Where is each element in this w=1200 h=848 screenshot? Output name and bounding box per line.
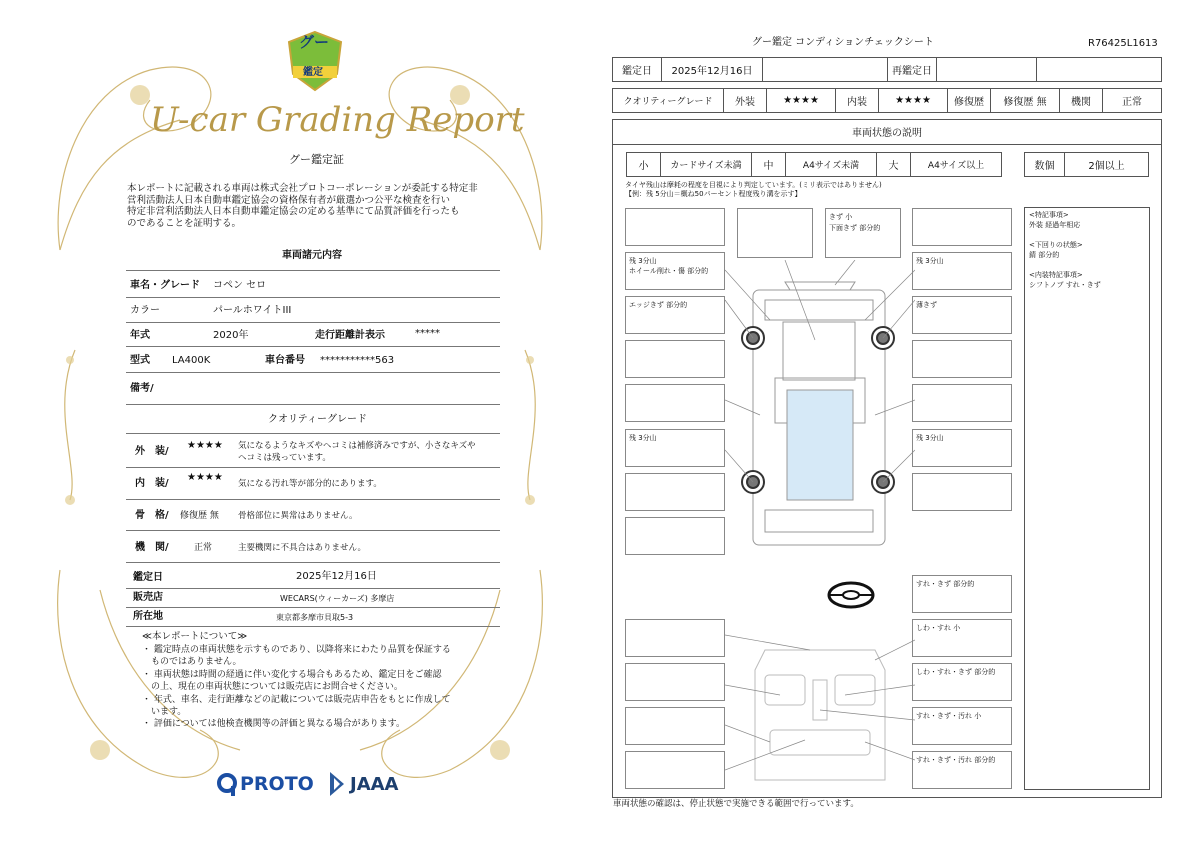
reinspect-label: 再鑑定日 xyxy=(892,66,932,77)
note-line: ・ 車両状態は時間の経過に伴い変化する場合もあるため、鑑定日をご確認 xyxy=(142,669,442,680)
legend-mid-label: 中 xyxy=(763,161,774,172)
sheet-footer: 車両状態の確認は、停止状態で実施できる範囲で行っています。 xyxy=(613,799,859,809)
annot-text: 残 3分山 xyxy=(916,434,944,442)
annot-text: きず 小 xyxy=(829,213,853,221)
tire-note-1: タイヤ残山は摩耗の程度を目視により判定しています。(ミリ表示ではありません) xyxy=(625,181,882,189)
divider xyxy=(126,297,500,298)
name-label: 車名・グレード xyxy=(130,280,200,291)
addr-label: 所在地 xyxy=(133,611,163,622)
legend-mid xyxy=(751,152,786,177)
ext-label: 外装 xyxy=(735,97,755,108)
jaaa-logo-text: JAAA xyxy=(350,773,399,795)
annot-box-l8 xyxy=(625,517,725,555)
ext-text-line: ヘコミは残っています。 xyxy=(238,453,331,463)
spec-title: 車両諸元内容 xyxy=(282,250,342,261)
annot-text: エッジきず 部分的 xyxy=(629,301,688,309)
legend-count-value xyxy=(1064,152,1149,177)
notes-line: <内装特記事項> xyxy=(1029,271,1083,279)
frame-text: 骨格部位に異常はありません。 xyxy=(238,511,358,521)
cert-line: のであることを証明する。 xyxy=(127,217,242,229)
ext-stars-cell xyxy=(766,88,836,113)
note-line: ・ 年式、車名、走行距離などの記載については販売店申告をもとに作成して xyxy=(142,694,451,705)
jaaa-logo xyxy=(328,770,399,798)
date-value: 2025年12月16日 xyxy=(296,571,377,582)
cert-line: 特定非営利活動法人日本自動車鑑定協会の定める基準にて品質評価を行ったも xyxy=(127,206,460,217)
annot-text: しわ・すれ 小 xyxy=(916,624,961,632)
annot-box-l7 xyxy=(625,473,725,511)
int-stars: ★★★★ xyxy=(895,95,931,106)
legend-small-label: 小 xyxy=(638,161,649,172)
annot-box-ir2 xyxy=(912,663,1012,701)
notes-title: ≪本レポートについて≫ xyxy=(142,631,248,642)
script-title: U-car Grading Report xyxy=(150,100,525,140)
ext-text-line: 気になるようなキズやヘコミは補修済みですが、小さなキズや xyxy=(238,441,476,451)
proto-logo xyxy=(216,772,314,796)
year-label: 年式 xyxy=(130,330,150,341)
mileage-value: ***** xyxy=(415,328,440,339)
repair-label: 修復歴 xyxy=(954,97,984,108)
legend-small xyxy=(626,152,661,177)
qg-label-cell xyxy=(612,88,724,113)
divider xyxy=(126,562,500,563)
notes-line: <下回りの状態> xyxy=(1029,241,1083,249)
annot-box-r1 xyxy=(912,208,1012,246)
model-value: LA400K xyxy=(172,355,211,366)
annot-box-t2 xyxy=(825,208,901,258)
annot-box-il1 xyxy=(625,619,725,657)
date-label: 鑑定日 xyxy=(133,572,163,583)
annot-box-il4 xyxy=(625,751,725,789)
annot-box-l1 xyxy=(625,208,725,246)
int-stars: ★★★★ xyxy=(187,472,223,483)
divider xyxy=(126,607,500,608)
annot-box-il3 xyxy=(625,707,725,745)
date-value: 2025年12月16日 xyxy=(671,66,753,77)
annot-text: 下面きず 部分的 xyxy=(829,224,881,232)
cert-line: 営利活動法人日本自動車鑑定協会の資格保有者が厳選かつ公平な検査を行い xyxy=(127,194,451,206)
annot-text: すれ・きず・汚れ 部分的 xyxy=(916,756,996,764)
note-line: ものではありません。 xyxy=(142,657,242,668)
logo-top-text: グー xyxy=(299,33,330,51)
divider xyxy=(126,270,500,271)
notes-line xyxy=(1029,230,1145,240)
annot-text: 残 3分山 xyxy=(629,257,657,265)
notes-line: シフトノブ すれ・きず xyxy=(1029,281,1101,289)
ext-label: 外 装/ xyxy=(135,446,169,457)
annot-box-r5 xyxy=(912,384,1012,422)
divider xyxy=(126,530,500,531)
proto-logo-text: PROTO xyxy=(240,773,314,795)
int-stars-cell xyxy=(878,88,948,113)
color-value: パールホワイトIII xyxy=(213,305,292,316)
engine-value: 正常 xyxy=(194,543,213,553)
annot-text: しわ・すれ・きず 部分的 xyxy=(916,668,996,676)
annot-box-ir4 xyxy=(912,751,1012,789)
annot-box-l4 xyxy=(625,340,725,378)
annot-box-l3 xyxy=(625,296,725,334)
notes xyxy=(142,644,451,731)
sheet-title: グー鑑定 コンディションチェックシート xyxy=(752,37,934,48)
special-notes-panel xyxy=(1024,207,1150,790)
annot-text: 残 3分山 xyxy=(629,434,657,442)
model-label: 型式 xyxy=(130,355,150,366)
annot-box-r6 xyxy=(912,429,1012,467)
int-label: 内 装/ xyxy=(135,478,169,489)
chassis-value: ***********563 xyxy=(320,355,395,366)
engine-text: 主要機関に不具合はありません。 xyxy=(238,543,367,553)
annot-text: すれ・きず・汚れ 小 xyxy=(916,712,982,720)
annot-text: すれ・きず 部分的 xyxy=(916,580,975,588)
remarks-label: 備考/ xyxy=(130,383,154,394)
date-label: 鑑定日 xyxy=(622,66,652,77)
note-line: ・ 鑑定時点の車両状態を示すものであり、以降将来にわたり品質を保証する xyxy=(142,645,451,655)
car-interior-diagram xyxy=(725,630,915,795)
legend-count xyxy=(1024,152,1065,177)
annot-box-ir3 xyxy=(912,707,1012,745)
section-title: 車両状態の説明 xyxy=(852,128,922,139)
sheet-id: R76425L1613 xyxy=(1088,38,1158,49)
shop-label: 販売店 xyxy=(133,592,163,603)
divider xyxy=(126,372,500,373)
note-line: います。 xyxy=(142,707,187,718)
annot-box-il2 xyxy=(625,663,725,701)
annot-box-r3 xyxy=(912,296,1012,334)
ext-stars: ★★★★ xyxy=(187,440,223,451)
notes-line xyxy=(1029,260,1145,270)
repair-value: 修復歴 無 xyxy=(1003,97,1047,108)
notes-line: <特記事項> xyxy=(1029,211,1069,219)
divider xyxy=(126,626,500,627)
int-label: 内装 xyxy=(847,97,867,108)
note-line: ・ 評価については他検査機関等の評価と異なる場合があります。 xyxy=(142,719,405,730)
goo-kantei-logo xyxy=(287,30,343,92)
divider xyxy=(126,322,500,323)
legend-large-label: 大 xyxy=(888,161,899,172)
divider xyxy=(126,346,500,347)
cert-text xyxy=(127,183,478,229)
qg-label: クオリティーグレード xyxy=(623,97,713,107)
legend-large-desc xyxy=(910,152,1002,177)
chassis-label: 車台番号 xyxy=(265,355,305,366)
divider xyxy=(126,404,500,405)
legend-small-desc xyxy=(660,152,752,177)
frame-label: 骨 格/ xyxy=(135,510,169,521)
annot-box-l6 xyxy=(625,429,725,467)
mileage-label: 走行距離計表示 xyxy=(315,330,385,341)
divider xyxy=(126,588,500,589)
engine-value: 正常 xyxy=(1122,97,1142,108)
divider xyxy=(126,433,500,434)
reinspect-value-cell xyxy=(936,57,1037,82)
engine-label: 機関 xyxy=(1071,97,1091,108)
annot-box-t1 xyxy=(737,208,813,258)
reinspect-label-cell xyxy=(887,57,937,82)
color-label: カラー xyxy=(130,305,160,316)
shop-value: WECARS(ウィーカーズ) 多摩店 xyxy=(280,594,395,603)
engine-label-cell xyxy=(1059,88,1103,113)
annot-box-r4 xyxy=(912,340,1012,378)
legend-count-label: 数個 xyxy=(1034,161,1055,172)
legend-large xyxy=(876,152,911,177)
legend-count-value-text: 2個以上 xyxy=(1088,161,1125,172)
annot-text: 残 3分山 xyxy=(916,257,944,265)
divider xyxy=(126,467,500,468)
notes-line: 錆 部分的 xyxy=(1029,251,1060,259)
blank-cell xyxy=(1036,57,1162,82)
note-line: の上、現在の車両状態については販売店にお問合せください。 xyxy=(142,682,403,693)
annot-text: ホイール削れ・傷 部分的 xyxy=(629,267,709,275)
annot-box-l5 xyxy=(625,384,725,422)
cert-line: 本レポートに記載される車両は株式会社プロトコーポレーションが委託する特定非 xyxy=(127,183,478,194)
cert-title: グー鑑定証 xyxy=(289,153,344,166)
ext-text xyxy=(238,440,476,464)
ext-stars: ★★★★ xyxy=(783,95,819,106)
annot-box-ir1 xyxy=(912,619,1012,657)
frame-value: 修復歴 無 xyxy=(180,511,219,521)
notes-line: 外装 経過年相応 xyxy=(1029,221,1081,229)
repair-value-cell xyxy=(990,88,1060,113)
name-value: コペン セロ xyxy=(213,280,267,291)
annot-box-r7 xyxy=(912,473,1012,511)
year-value: 2020年 xyxy=(213,330,249,341)
quality-title: クオリティーグレード xyxy=(268,414,367,425)
annot-box-l2 xyxy=(625,252,725,290)
addr-value: 東京都多摩市貝取5-3 xyxy=(276,613,354,622)
date-label-cell xyxy=(612,57,662,82)
legend-mid-desc-text: A4サイズ未満 xyxy=(802,161,860,171)
date-value-cell xyxy=(661,57,763,82)
divider xyxy=(126,499,500,500)
logo-bottom-text: 鑑定 xyxy=(303,67,323,78)
repair-label-cell xyxy=(947,88,991,113)
int-label-cell xyxy=(835,88,879,113)
annot-box-ir0 xyxy=(912,575,1012,613)
section-header xyxy=(612,119,1162,145)
legend-large-desc-text: A4サイズ以上 xyxy=(927,161,985,171)
int-text: 気になる汚れ等が部分的にあります。 xyxy=(238,479,382,489)
engine-label: 機 関/ xyxy=(135,542,169,553)
legend-mid-desc xyxy=(785,152,877,177)
tire-note-2: 【例：残 5分山＝概ね50パーセント程度残り溝を示す】 xyxy=(625,190,802,198)
ext-label-cell xyxy=(723,88,767,113)
legend-small-desc-text: カードサイズ未満 xyxy=(670,161,742,171)
engine-value-cell xyxy=(1102,88,1162,113)
annot-text: 薄きず xyxy=(916,301,937,309)
annot-box-r2 xyxy=(912,252,1012,290)
blank-cell xyxy=(762,57,888,82)
steering-wheel-icon xyxy=(826,580,876,610)
car-top-view-diagram xyxy=(725,260,915,550)
